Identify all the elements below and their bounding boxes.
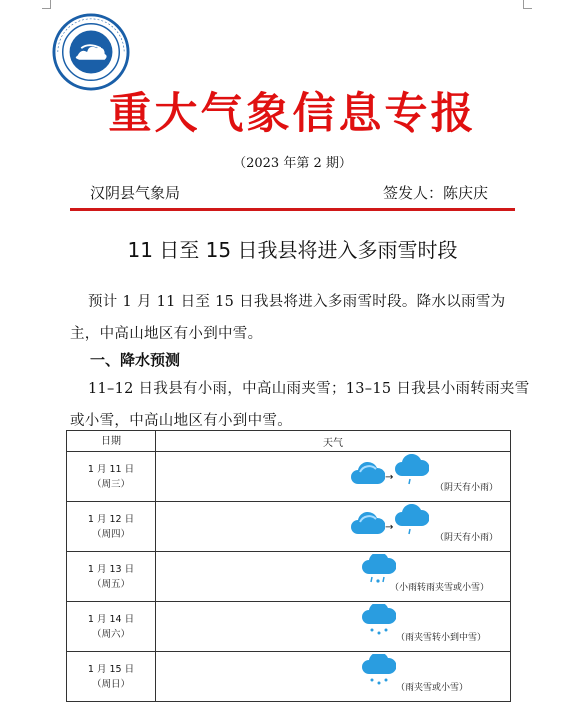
weather-cell (156, 552, 511, 602)
forecast-table (66, 430, 511, 702)
weekday-text: （周六） (91, 628, 130, 640)
snow-icon (362, 604, 396, 638)
date-text: 1 月 15 日 (87, 663, 135, 675)
crop-mark-left (42, 0, 51, 9)
weather-cell (156, 452, 511, 502)
date-cell (67, 602, 156, 652)
crop-mark-right (523, 0, 532, 9)
cloudy-icon (351, 460, 385, 486)
section-paragraph: 11–12 日我县有小雨，中高山雨夹雪；13–15 日我县小雨转雨夹雪或小雪，中高山地区有小到中雪。 (70, 381, 530, 429)
table-row (67, 452, 511, 502)
weather-desc: （雨夹雪转小到中雪） (396, 633, 487, 643)
intro-paragraph: 预计 1 月 11 日至 15 日我县将进入多雨雪时段。降水以雨雪为主，中高山地区有小到中雪。 (70, 294, 506, 342)
table-row (67, 602, 511, 652)
date-cell (67, 452, 156, 502)
weekday-text: （周五） (91, 578, 130, 590)
table-header-row (67, 431, 511, 452)
arrow-icon: → (385, 522, 394, 533)
date-text: 1 月 14 日 (87, 613, 135, 625)
issuing-agency: 汉阴县气象局 (90, 184, 181, 202)
table-row (67, 652, 511, 702)
table-row (67, 552, 511, 602)
header-divider (70, 208, 515, 211)
weather-desc: （雨夹雪或小雪） (396, 683, 469, 693)
cma-logo-icon (52, 13, 130, 91)
weather-cell (156, 652, 511, 702)
issue-number: （2023 年第 2 期） (233, 156, 352, 171)
table-row (67, 502, 511, 552)
header-weather: 天气 (156, 431, 511, 452)
signer: 签发人：陈庆庆 (383, 184, 489, 202)
date-cell (67, 652, 156, 702)
weekday-text: （周四） (91, 528, 130, 540)
light-rain-icon (395, 454, 429, 488)
weekday-text: （周三） (91, 478, 130, 490)
weather-desc: （阴天有小雨） (435, 483, 499, 493)
date-text: 1 月 12 日 (87, 513, 135, 525)
weather-desc: （小雨转雨夹雪或小雪） (390, 583, 490, 593)
weather-cell (156, 602, 511, 652)
weather-cell (156, 502, 511, 552)
weather-desc: （阴天有小雨） (435, 533, 499, 543)
snow-icon (362, 654, 396, 688)
light-rain-icon (395, 504, 429, 538)
weekday-text: （周日） (91, 678, 130, 690)
header-date: 日期 (67, 431, 156, 452)
date-text: 1 月 13 日 (87, 563, 135, 575)
date-text: 1 月 11 日 (87, 463, 135, 475)
cloudy-icon (351, 510, 385, 536)
section-heading: 一、降水预测 (90, 351, 181, 369)
article-title: 11 日至 15 日我县将进入多雨雪时段 (127, 238, 458, 262)
arrow-icon: → (385, 472, 394, 483)
bulletin-headline: 重大气象信息专报 (108, 89, 477, 139)
date-cell (67, 502, 156, 552)
date-cell (67, 552, 156, 602)
